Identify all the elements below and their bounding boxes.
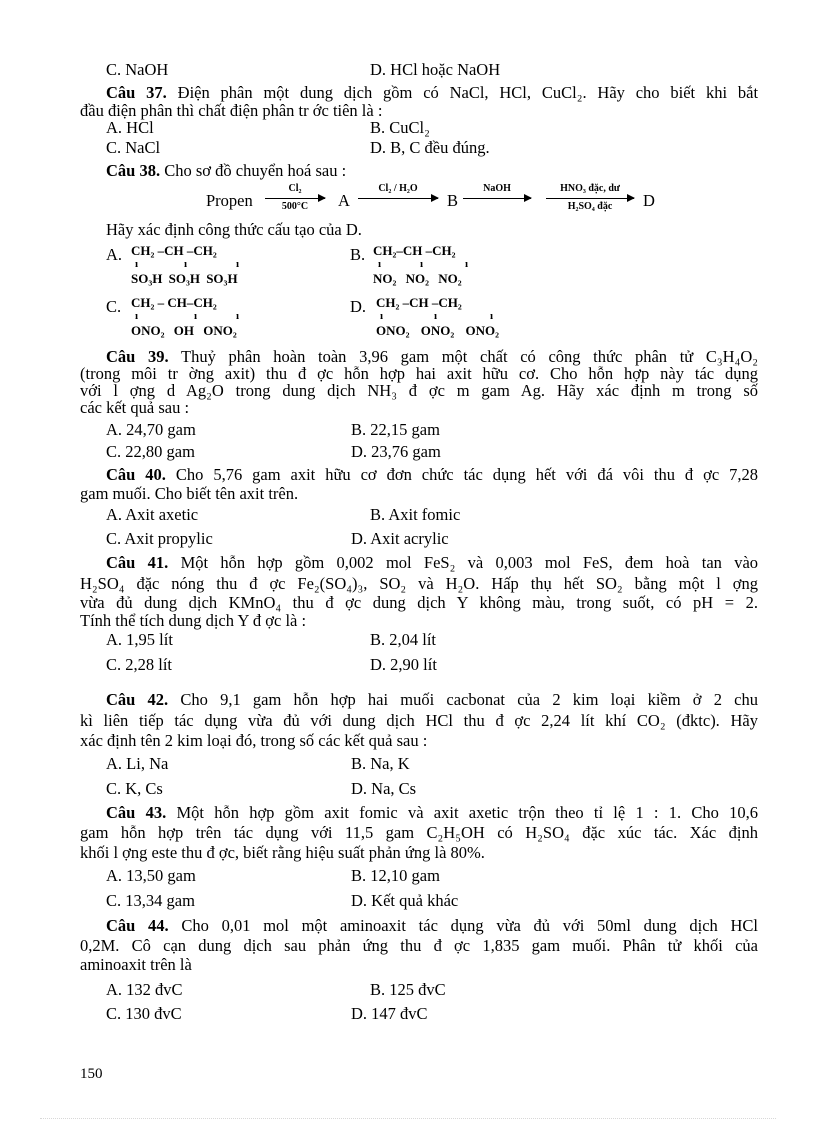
q42-option-b: B. Na, K: [351, 754, 410, 773]
q38-option-a-label: A.: [106, 245, 123, 264]
q39-option-c: C. 22,80 gam: [106, 442, 195, 461]
q42-line-1: [106, 690, 758, 709]
q42-label: Câu 42.: [106, 690, 169, 709]
q43-option-d: D. Kết quả khác: [351, 891, 459, 910]
bond-tick: ı: [184, 258, 188, 270]
bond-tick: ı: [194, 310, 198, 322]
q40-option-d: D. Axit acrylic: [351, 529, 449, 548]
q43-line-1: [106, 803, 758, 822]
scheme-product-a: A: [338, 191, 350, 210]
formula-a-chain: CH₂ –CH –CH₂: [131, 243, 217, 258]
q36-option-c: C. NaOH: [106, 60, 169, 79]
q42-option-d: D. Na, Cs: [351, 779, 417, 798]
q42-text-1: Cho 9,1 gam hỗn hợp hai muối cacbonat của 2 kim loại kiềm ở 2 chu: [180, 690, 758, 709]
formula-c-chain: CH₂ – CH–CH₂: [131, 295, 217, 310]
q39-option-d: D. 23,76 gam: [351, 442, 441, 461]
q42-option-a: A. Li, Na: [106, 754, 169, 773]
bond-tick: ı: [490, 310, 494, 322]
q39-line-4: các kết quả sau :: [80, 398, 190, 417]
q44-label: Câu 44.: [106, 916, 169, 935]
q41-line-1: [106, 553, 758, 572]
q44-line-3: aminoaxit trên là: [80, 955, 192, 974]
q41-option-c: C. 2,28 lít: [106, 655, 173, 674]
q38-option-b-label: B.: [350, 245, 366, 264]
q38-label: Câu 38.: [106, 161, 161, 180]
arrow-1-reagent: Cl₂: [288, 183, 302, 194]
q44-option-d: D. 147 đvC: [351, 1004, 428, 1023]
formula-b-chain: CH₂–CH –CH₂: [373, 243, 456, 258]
q37-option-b: B. CuCl₂: [370, 118, 430, 137]
q41-line-2: H₂SO₄ đặc nóng thu đ ợc Fe₂(SO₄)₃, SO₂ và H₂O. Hấp thụ hết SO₂ bằng một l ợng: [80, 574, 758, 593]
q39-label: Câu 39.: [106, 347, 169, 366]
q43-option-c: C. 13,34 gam: [106, 891, 195, 910]
q37-line-1: [106, 83, 758, 102]
footer-divider: [40, 1118, 776, 1119]
q37-text-1: Điện phân một dung dịch gồm có NaCl, HCl, CuCl₂. Hãy cho biết khi bắt: [177, 83, 759, 102]
q40-label: Câu 40.: [106, 465, 166, 484]
formula-b-substituents: NO₂ NO₂ NO₂: [373, 271, 462, 286]
arrow-4: [546, 198, 634, 199]
q42-line-2: kì liên tiếp tác dụng vừa đủ với dung dịch HCl thu đ ợc 2,24 lít khí CO₂ (đktc). Hãy: [80, 711, 758, 730]
q39-line-3: với l ợng d Ag₂O trong dung dịch NH₃ đ ợc m gam Ag. Hãy xác định m trong số: [80, 381, 758, 400]
formula-c-substituents: ONO₂ OH ONO₂: [131, 323, 237, 338]
bond-tick: ı: [236, 310, 240, 322]
arrow-4-reagent: HNO₃ đặc, dư: [560, 183, 620, 194]
q42-line-3: xác định tên 2 kim loại đó, trong số các kết quả sau :: [80, 731, 428, 750]
q44-option-a: A. 132 đvC: [106, 980, 183, 999]
q38-option-d-label: D.: [350, 297, 367, 316]
q37-option-c: C. NaCl: [106, 138, 161, 157]
scheme-product-d: D: [643, 191, 655, 210]
q43-label: Câu 43.: [106, 803, 167, 822]
bond-tick: ı: [236, 258, 240, 270]
q41-line-4: Tính thể tích dung dịch Y đ ợc là :: [80, 611, 307, 630]
q41-label: Câu 41.: [106, 553, 169, 572]
q38-line-1: [106, 161, 346, 180]
bond-tick: ı: [378, 258, 382, 270]
scheme-start: Propen: [206, 191, 253, 210]
q39-text-1: Thuỷ phân hoàn toàn 3,96 gam một chất có công thức phân tử C₃H₄O₂: [181, 347, 758, 366]
q43-line-2: gam hỗn hợp trên tác dụng với 11,5 gam C₂H₅OH có H₂SO₄ đặc xúc tác. Xác định: [80, 823, 758, 842]
q44-line-1: [106, 916, 758, 935]
q40-text-1: Cho 5,76 gam axit hữu cơ đơn chức tác dụng hết với đá vôi thu đ ợc 7,28: [175, 465, 759, 484]
formula-a-substituents: SO₃H SO₃H SO₃H: [131, 271, 238, 286]
q40-option-a: A. Axit axetic: [106, 505, 199, 524]
q44-line-2: 0,2M. Cô cạn dung dịch sau phản ứng thu đ ợc 1,835 gam muối. Phân tử khối của: [80, 936, 758, 955]
arrow-1: [265, 198, 325, 199]
q39-option-b: B. 22,15 gam: [351, 420, 440, 439]
q38-text-1: Cho sơ đồ chuyển hoá sau :: [164, 161, 347, 180]
bond-tick: ı: [420, 258, 424, 270]
q37-line-2: đầu điện phân thì chất điện phân tr ớc tiên là :: [80, 101, 383, 120]
q41-line-3: vừa đủ dung dịch KMnO₄ thu đ ợc dung dịch Y không màu, trong suốt, có pH = 2.: [80, 593, 758, 612]
q40-option-b: B. Axit fomic: [370, 505, 461, 524]
q44-option-c: C. 130 đvC: [106, 1004, 182, 1023]
formula-d-substituents: ONO₂ ONO₂ ONO₂: [376, 323, 500, 338]
q41-option-b: B. 2,04 lít: [370, 630, 437, 649]
arrow-2: [358, 198, 438, 199]
page-number: 150: [80, 1066, 103, 1082]
q37-label: Câu 37.: [106, 83, 167, 102]
q42-option-c: C. K, Cs: [106, 779, 163, 798]
q44-option-b: B. 125 đvC: [370, 980, 446, 999]
arrow-2-reagent: Cl₂ / H₂O: [378, 183, 418, 194]
bond-tick: ı: [465, 258, 469, 270]
q40-line-1: [106, 465, 758, 484]
bond-tick: ı: [135, 310, 139, 322]
arrow-1-condition: 500°C: [281, 201, 309, 212]
q38-option-c-label: C.: [106, 297, 122, 316]
q39-option-a: A. 24,70 gam: [106, 420, 196, 439]
q36-option-d: D. HCl hoặc NaOH: [370, 60, 501, 79]
arrow-4-condition: H₂SO₄ đặc: [567, 201, 613, 212]
q40-line-2: gam muối. Cho biết tên axit trên.: [80, 484, 299, 503]
scheme-product-b: B: [447, 191, 459, 210]
arrow-3-reagent: NaOH: [483, 183, 511, 194]
formula-d-chain: CH₂ –CH –CH₂: [376, 295, 462, 310]
q43-option-a: A. 13,50 gam: [106, 866, 196, 885]
q44-text-1: Cho 0,01 mol một aminoaxit tác dụng vừa đủ với 50ml dung dịch HCl: [181, 916, 759, 935]
q43-line-3: khối l ợng este thu đ ợc, biết rằng hiệu suất phản ứng là 80%.: [80, 843, 485, 862]
q37-option-a: A. HCl: [106, 118, 154, 137]
bond-tick: ı: [380, 310, 384, 322]
bond-tick: ı: [434, 310, 438, 322]
arrow-3: [463, 198, 531, 199]
q41-option-d: D. 2,90 lít: [370, 655, 437, 674]
q39-line-2: (trong môi tr ờng axit) thu đ ợc hỗn hợp hai axit hữu cơ. Cho hỗn hợp này tác dụng: [80, 364, 758, 383]
bond-tick: ı: [135, 258, 139, 270]
q41-option-a: A. 1,95 lít: [106, 630, 173, 649]
q43-text-1: Một hỗn hợp gồm axit fomic và axit axetic trộn theo tỉ lệ 1 : 1. Cho 10,6: [176, 803, 759, 822]
q40-option-c: C. Axit propylic: [106, 529, 213, 548]
q43-option-b: B. 12,10 gam: [351, 866, 440, 885]
q41-text-1: Một hỗn hợp gồm 0,002 mol FeS₂ và 0,003 mol FeS, đem hoà tan vào: [180, 553, 759, 572]
q37-option-d: D. B, C đều đúng.: [370, 138, 490, 157]
q38-line-2: Hãy xác định công thức cấu tạo của D.: [106, 220, 362, 239]
